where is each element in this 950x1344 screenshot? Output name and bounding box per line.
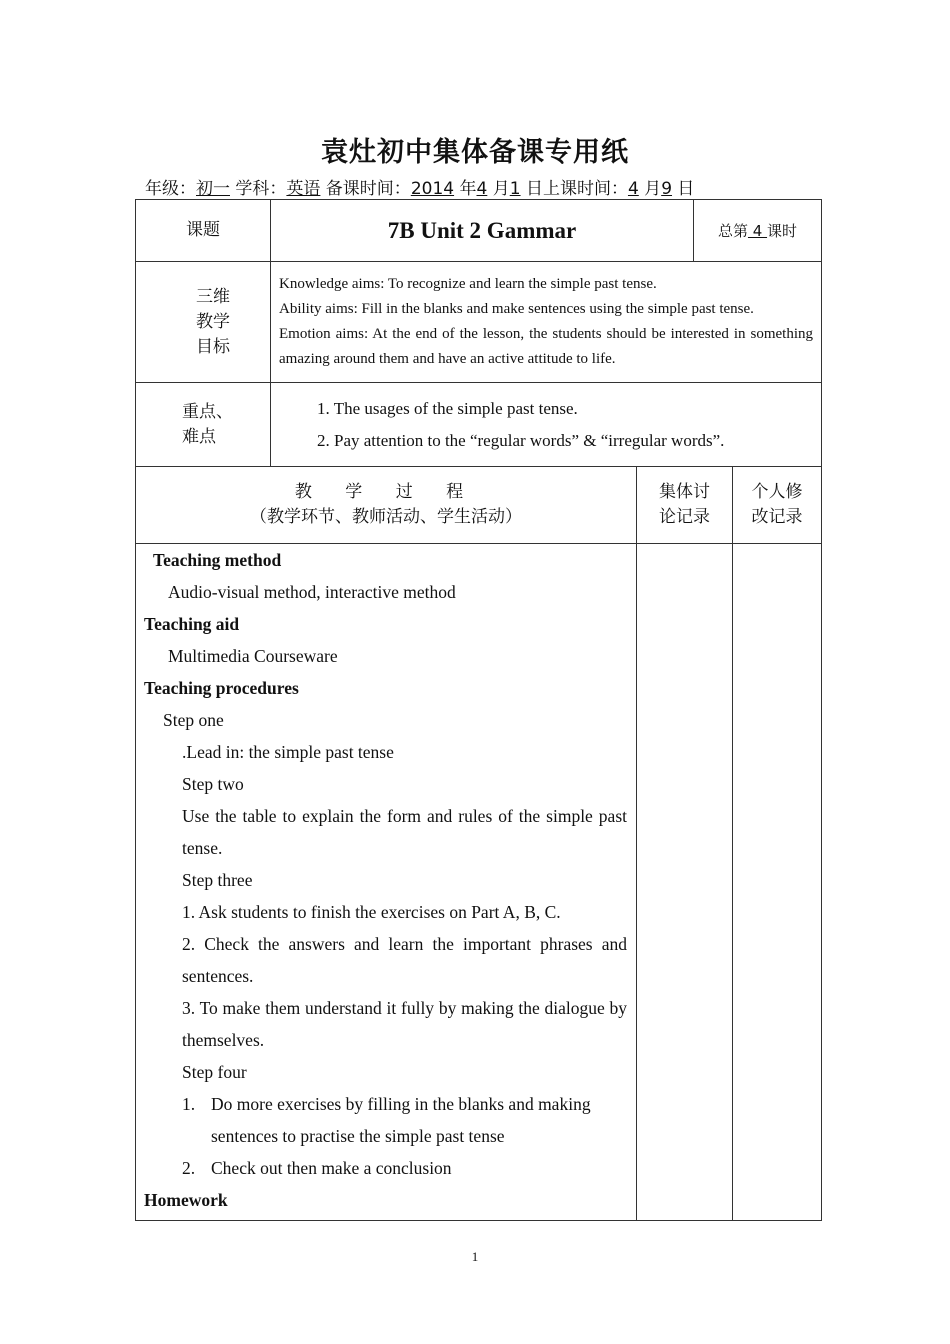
day-char: 日 (672, 179, 695, 199)
teaching-process (136, 544, 637, 1221)
step-four-heading: Step four (182, 1062, 247, 1082)
aims-label (136, 262, 271, 383)
emotion-aim: Emotion aims: At the end of the lesson, the students should be interested in something amazing around them and have an active attitude to life. (279, 326, 813, 367)
step-four-item-1 (144, 1088, 627, 1152)
grade-value: 初一 (196, 179, 230, 199)
topic-row (136, 200, 822, 262)
process-header-title: 教 学 过 程 (294, 482, 478, 502)
discussion-record-cell (637, 544, 733, 1221)
aims-content (271, 262, 822, 383)
page-number: 1 (471, 1249, 479, 1264)
lesson-number-prefix: 总第 (717, 222, 748, 240)
keypoint-1: 1. The usages of the simple past tense. (317, 398, 578, 418)
keypoints-label-line-2: 难点 (182, 426, 216, 447)
page-title: 袁灶初中集体备课专用纸 (321, 137, 629, 168)
process-header (136, 467, 637, 544)
step-one-text: .Lead in: the simple past tense (182, 742, 394, 762)
teaching-aid-text: Multimedia Courseware (168, 646, 338, 666)
month-char: 月 (487, 179, 510, 199)
class-time-label: 日上课时间： (520, 179, 628, 199)
prep-year: 2014 (410, 179, 455, 199)
keypoint-2: 2. Pay attention to the “regular words” & “irregular words”. (317, 430, 725, 450)
class-day: 9 (661, 179, 673, 199)
aims-row (136, 262, 822, 383)
step-four-item-1-number: 1. (182, 1094, 196, 1114)
teaching-method-heading: Teaching method (153, 550, 282, 570)
discussion-record-header (637, 467, 733, 544)
keypoints-content (271, 383, 822, 467)
keypoints-row (136, 383, 822, 467)
step-three-heading: Step three (182, 870, 253, 890)
lesson-number-suffix: 课时 (767, 222, 798, 240)
discussion-header-line-1: 集体讨 (659, 482, 710, 502)
subject-label: 学科： (230, 179, 287, 199)
personal-header-line-2: 改记录 (751, 507, 803, 527)
year-char: 年 (454, 179, 477, 199)
class-month: 4 (627, 179, 639, 199)
step-two-text: Use the table to explain the form and rules of the simple past tense. (182, 806, 627, 858)
personal-record-header (733, 467, 822, 544)
teaching-procedures-heading: Teaching procedures (144, 678, 299, 698)
keypoints-label (136, 383, 271, 467)
topic-label: 课题 (136, 200, 271, 262)
step-one-heading: Step one (163, 710, 224, 730)
month-char-2: 月 (638, 179, 662, 199)
homework-heading: Homework (144, 1190, 228, 1210)
personal-record-cell (733, 544, 822, 1221)
process-header-subtitle: （教学环节、教师活动、学生活动） (250, 507, 522, 527)
teaching-method-text: Audio-visual method, interactive method (168, 582, 456, 602)
prep-time-label: 备课时间： (320, 179, 411, 199)
grade-label: 年级： (145, 179, 196, 199)
aims-label-line-1: 三维 (196, 286, 230, 307)
keypoints-label-line-1: 重点、 (182, 401, 233, 422)
lesson-plan-table (135, 199, 822, 1221)
process-body-row (136, 544, 822, 1221)
aims-label-line-2: 教学 (196, 311, 230, 332)
step-four-item-2-text: Check out then make a conclusion (211, 1158, 452, 1178)
prep-month: 4 (476, 179, 488, 199)
knowledge-aim: Knowledge aims: To recognize and learn the simple past tense. (279, 276, 657, 292)
personal-header-line-1: 个人修 (751, 482, 803, 502)
lesson-number (694, 200, 822, 262)
step-three-item-2: 2. Check the answers and learn the important phrases and sentences. (182, 934, 627, 986)
ability-aim: Ability aims: Fill in the blanks and make sentences using the simple past tense. (279, 301, 754, 317)
lesson-title: 7B Unit 2 Gammar (271, 200, 694, 262)
subject-value: 英语 (286, 179, 321, 199)
discussion-header-line-2: 论记录 (659, 507, 710, 527)
step-four-item-2-number: 2. (182, 1158, 196, 1178)
lesson-number-value: 4 (747, 222, 768, 240)
step-two-heading: Step two (182, 774, 244, 794)
step-three-item-1: 1. Ask students to finish the exercises on Part A, B, C. (182, 902, 561, 922)
step-four-item-1-text: Do more exercises by filling in the blanks and making sentences to practise the simple past tense (211, 1094, 591, 1146)
aims-label-line-3: 目标 (196, 336, 230, 357)
step-four-item-2 (144, 1152, 627, 1184)
prep-day: 1 (509, 179, 521, 199)
teaching-aid-heading: Teaching aid (144, 614, 240, 634)
process-header-row (136, 467, 822, 544)
step-three-item-3: 3. To make them understand it fully by making the dialogue by themselves. (182, 998, 627, 1050)
lesson-meta-line (145, 174, 694, 199)
